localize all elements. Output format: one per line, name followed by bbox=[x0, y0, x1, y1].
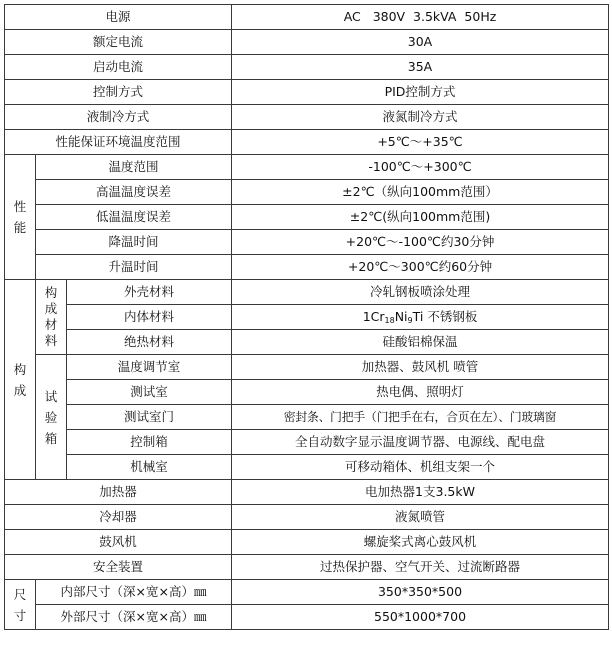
row-value-test-door: 密封条、门把手（门把手在右，合页在左）、门玻璃窗 bbox=[232, 405, 609, 430]
row-value-start-current: 35A bbox=[232, 55, 609, 80]
table-row bbox=[5, 80, 609, 105]
row-value-rated-current: 30A bbox=[232, 30, 609, 55]
formula-sub-9: 9 bbox=[407, 316, 413, 325]
table-row bbox=[5, 330, 609, 355]
row-label-shell-material: 外壳材料 bbox=[67, 280, 232, 305]
row-value-control-box: 全自动数字显示温度调节器、电源线、配电盘 bbox=[232, 430, 609, 455]
table-row bbox=[5, 180, 609, 205]
row-value-high-temp-error: ±2℃（纵向100mm范围） bbox=[232, 180, 609, 205]
row-label-blower: 鼓风机 bbox=[5, 530, 232, 555]
row-value-low-temp-error: ±2℃(纵向100mm范围) bbox=[232, 205, 609, 230]
row-value-temp-range: -100℃～+300℃ bbox=[232, 155, 609, 180]
row-value-inner-material bbox=[232, 305, 609, 330]
group-label-chamber: 试验箱 bbox=[36, 355, 67, 480]
table-row bbox=[5, 205, 609, 230]
table-row bbox=[5, 155, 609, 180]
row-value-cooldown-time: +20℃～-100℃约30分钟 bbox=[232, 230, 609, 255]
table-row bbox=[5, 605, 609, 630]
table-row bbox=[5, 530, 609, 555]
spec-table bbox=[4, 4, 609, 630]
row-value-power: AC 380V 3.5kVA 50Hz bbox=[232, 5, 609, 30]
row-label-cooling-mode: 液制冷方式 bbox=[5, 105, 232, 130]
formula-suffix: Ti 不锈钢板 bbox=[412, 309, 478, 324]
row-label-inner-size: 内部尺寸（深×宽×高）㎜ bbox=[36, 580, 232, 605]
table-row bbox=[5, 505, 609, 530]
row-label-power: 电源 bbox=[5, 5, 232, 30]
row-label-cooler: 冷却器 bbox=[5, 505, 232, 530]
row-label-test-room: 测试室 bbox=[67, 380, 232, 405]
row-value-blower: 螺旋桨式离心鼓风机 bbox=[232, 530, 609, 555]
table-row bbox=[5, 455, 609, 480]
formula-prefix: 1Cr bbox=[362, 309, 385, 324]
group-label-construction: 构成 bbox=[5, 280, 36, 480]
row-value-insulation: 硅酸铝棉保温 bbox=[232, 330, 609, 355]
row-label-machine-room: 机械室 bbox=[67, 455, 232, 480]
row-label-low-temp-error: 低温温度误差 bbox=[36, 205, 232, 230]
row-value-inner-size: 350*350*500 bbox=[232, 580, 609, 605]
row-label-ambient-range: 性能保证环境温度范围 bbox=[5, 130, 232, 155]
table-row bbox=[5, 430, 609, 455]
row-label-control-mode: 控制方式 bbox=[5, 80, 232, 105]
row-label-outer-size: 外部尺寸（深×宽×高）㎜ bbox=[36, 605, 232, 630]
row-label-control-box: 控制箱 bbox=[67, 430, 232, 455]
row-value-test-room: 热电偶、照明灯 bbox=[232, 380, 609, 405]
table-row bbox=[5, 130, 609, 155]
table-row bbox=[5, 405, 609, 430]
group-label-performance: 性能 bbox=[5, 155, 36, 280]
row-label-high-temp-error: 高温温度误差 bbox=[36, 180, 232, 205]
table-row bbox=[5, 380, 609, 405]
row-value-machine-room: 可移动箱体、机组支架一个 bbox=[232, 455, 609, 480]
table-row bbox=[5, 55, 609, 80]
row-label-rated-current: 额定电流 bbox=[5, 30, 232, 55]
table-row bbox=[5, 255, 609, 280]
row-label-temp-range: 温度范围 bbox=[36, 155, 232, 180]
row-label-heatup-time: 升温时间 bbox=[36, 255, 232, 280]
row-value-temp-control-room: 加热器、鼓风机 喷管 bbox=[232, 355, 609, 380]
table-row bbox=[5, 30, 609, 55]
row-value-heatup-time: +20℃～300℃约60分钟 bbox=[232, 255, 609, 280]
formula-mid: Ni bbox=[394, 309, 408, 324]
table-row bbox=[5, 480, 609, 505]
table-row bbox=[5, 355, 609, 380]
row-value-outer-size: 550*1000*700 bbox=[232, 605, 609, 630]
formula-sub-18: 18 bbox=[384, 316, 395, 325]
table-row bbox=[5, 230, 609, 255]
row-label-test-door: 测试室门 bbox=[67, 405, 232, 430]
row-label-temp-control-room: 温度调节室 bbox=[67, 355, 232, 380]
row-label-inner-material: 内体材料 bbox=[67, 305, 232, 330]
table-row bbox=[5, 280, 609, 305]
row-label-start-current: 启动电流 bbox=[5, 55, 232, 80]
table-row bbox=[5, 555, 609, 580]
table-row bbox=[5, 305, 609, 330]
row-value-heater: 电加热器1支3.5kW bbox=[232, 480, 609, 505]
row-value-ambient-range: +5℃～+35℃ bbox=[232, 130, 609, 155]
row-value-cooling-mode: 液氮制冷方式 bbox=[232, 105, 609, 130]
row-value-control-mode: PID控制方式 bbox=[232, 80, 609, 105]
group-label-dimensions: 尺寸 bbox=[5, 580, 36, 630]
row-label-heater: 加热器 bbox=[5, 480, 232, 505]
row-value-shell-material: 冷轧钢板喷涂处理 bbox=[232, 280, 609, 305]
row-label-cooldown-time: 降温时间 bbox=[36, 230, 232, 255]
row-label-insulation: 绝热材料 bbox=[67, 330, 232, 355]
group-label-materials: 构成材料 bbox=[36, 280, 67, 355]
table-row bbox=[5, 580, 609, 605]
table-row bbox=[5, 105, 609, 130]
row-value-cooler: 液氮喷管 bbox=[232, 505, 609, 530]
row-value-safety: 过热保护器、空气开关、过流断路器 bbox=[232, 555, 609, 580]
row-label-safety: 安全装置 bbox=[5, 555, 232, 580]
table-row bbox=[5, 5, 609, 30]
